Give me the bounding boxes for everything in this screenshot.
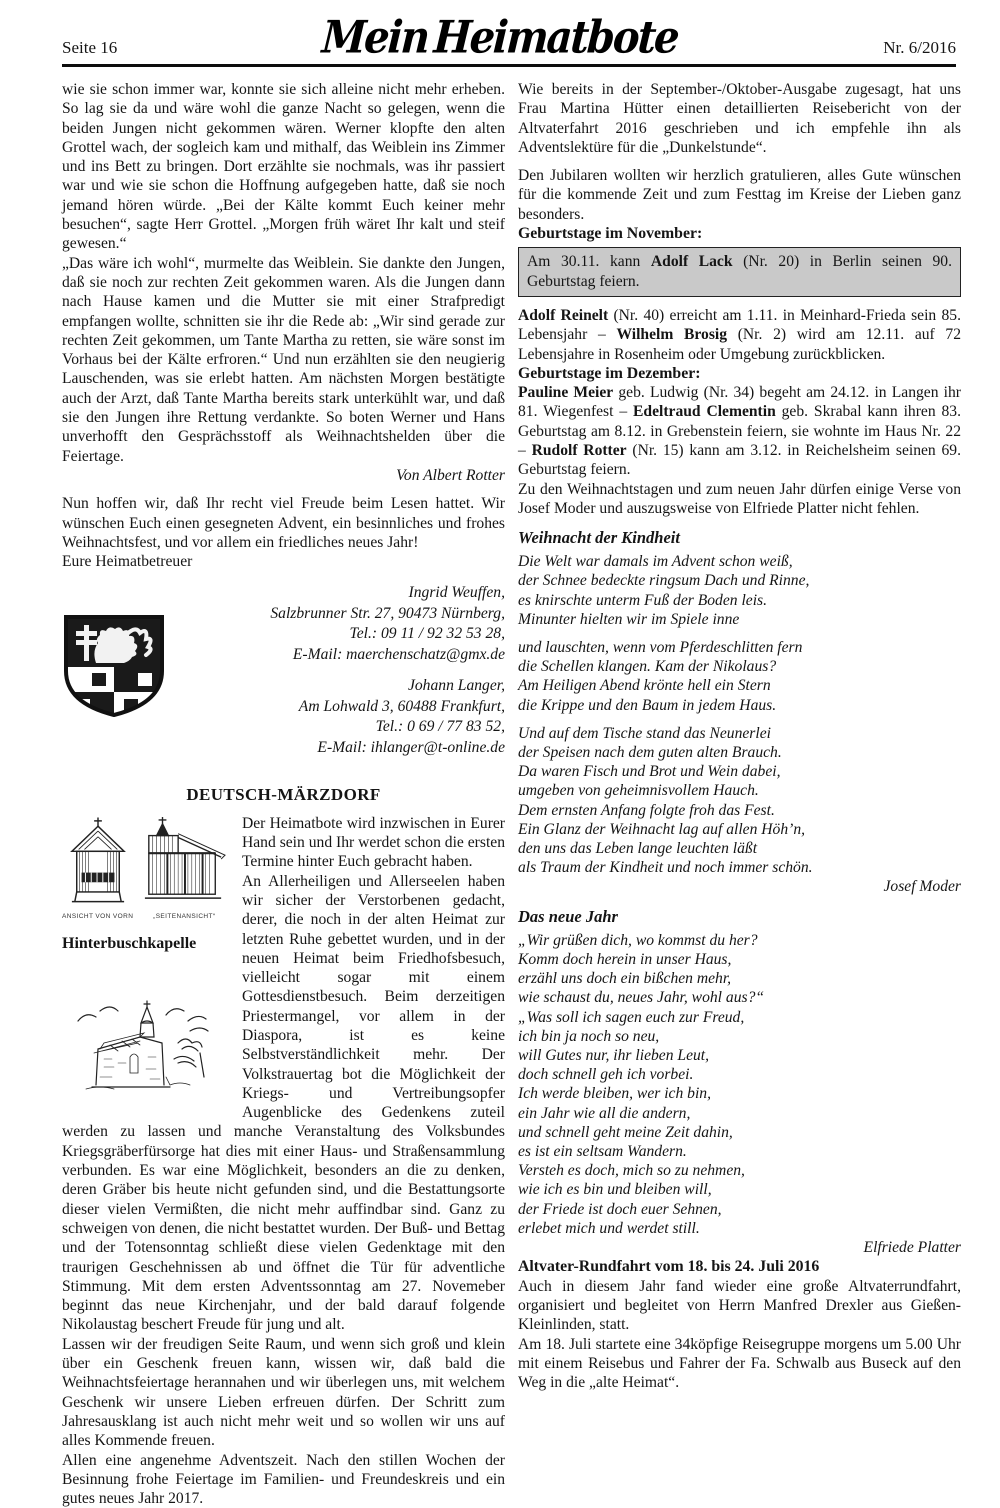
intro-paragraph: Wie bereits in der September-/Oktober-Ausgabe zugesagt, hat uns Frau Martina Hütter einen detaillierten Reisebericht von der Altvaterfahrt 2016 geschrieben und ich empfehle ihn als Adventslektüre für die „Dunkelstunde“. <box>518 81 961 156</box>
altvater-paragraph-1: Auch in diesem Jahr fand wieder eine große Altvaterrundfahrt, organisiert und begleitet von Herrn Manfred Drexler aus Gießen-Kleinlinden, statt. <box>518 1277 961 1334</box>
jubilare-paragraph: Den Jubilaren wollten wir herzlich gratulieren, alles Gute wünschen für die kommende Zeit und zum Festtag im Kreise der Lieben ganz besonders. <box>518 167 961 223</box>
birthday-highlight-box: Am 30.11. kann Adolf Lack (Nr. 20) in Berlin seinen 90. Geburtstag feiern. <box>518 247 961 297</box>
greeting-signoff: Eure Heimatbetreuer <box>62 553 193 571</box>
chapel-side-drawing <box>141 816 227 906</box>
chapel-figure <box>62 816 230 954</box>
page-number: Seite 16 <box>62 38 118 57</box>
poem2-title: Das neue Jahr <box>518 906 618 926</box>
contact-address-weuffen: Ingrid Weuffen, Salzbrunner Str. 27, 90473 Nürnberg, Tel.: 09 11 / 92 32 53 28, E-Mail: maerchenschatz@gmx.de <box>270 584 505 663</box>
issue-number: Nr. 6/2016 <box>883 38 956 57</box>
page-header <box>0 0 1000 62</box>
greeting-paragraph: Nun hoffen wir, daß Ihr recht viel Freude beim Lesen hattet. Wir wünschen Euch einen gesegneten Advent, ein besinnliches und frohes Weihnachtsfest, und vor allem ein friedliches neues Jahr! <box>62 495 505 551</box>
november-paragraph: Adolf Reinelt (Nr. 40) erreicht am 1.11. in Meinhard-Frieda sein 85. Lebensjahr – Wilhelm Brosig (Nr. 2) wird am 12.11. auf 72 Lebensjahre in Rosenheim oder Umgebung zurückblicken. <box>518 306 962 363</box>
poem1-stanza-2: und lauschten, wenn vom Pferdeschlitten fern die Schellen klangen. Kam der Nikolaus? Am Heiligen Abend krönte hell ein Stern die Krippe und den Baum in jedem Haus. <box>518 639 803 714</box>
poem1-stanza-1: Die Welt war damals im Advent schon weiß, der Schnee bedeckte ringsum Dach und Rinne, es knirschte unterm Fuß der Boden leis. Minunter hielten wir im Spiele inne <box>518 553 810 628</box>
contact-address-langer: Johann Langer, Am Lohwald 3, 60488 Frankfurt, Tel.: 0 69 / 77 83 52, E-Mail: ihlanger@t-online.de <box>298 677 505 756</box>
story-byline: Von Albert Rotter <box>396 466 505 484</box>
dm-paragraph-2: An Allerheiligen und Allerseelen haben wir sicher der Verstorbenen gedacht, derer, die noch in der alten Heimat zur letzten Ruhe gebettet wurden, und in der neuen Heimat beim Friedhofsbesuch, vielleicht sogar mit einem Gottesdienstbesuch. Beim derzeitigen Priestermangel, vor allem in der Diaspora, ist es keine Selbstverständlichkeit mehr. Der Volkstrauertag bot die Möglichkeit der Kriegs- und Vertreibungsopfer Augenblicke des Gedenkens zuteil werden zu lassen und manche Veranstaltung des Volksbundes Kriegsgräberfürsorge hat dies mit einer Haus- und Straßensammlung verbunden. Es war eine Möglichkeit, besonders an die zu denken, deren Gräber bis heute nicht gefunden sind, und die Bestattungsorte dieser vielen Vermißten, die nicht mehr auffindbar sind. Ganz zu schweigen von denen, die nicht bestattet wurden. Der Buß- und Bettag und der Totensonntag schließt diese vielen Gedenktage mit den traurigen Geschehnissen ab und öffnet die Tür für adventliche Stimmung. Mit dem ersten Adventssonntag am 27. Novemeber beginnt das neue Kirchenjahr, und der bald darauf folgende Nikolaustag beschert Freude für jung und alt. <box>62 872 505 1334</box>
section-heading-deutsch-maerzdorf: DEUTSCH-MÄRZDORF <box>186 785 381 805</box>
church-sketch-figure <box>70 993 228 1103</box>
dm-paragraph-1: Der Heimatbote wird inzwischen in Eurer Hand sein und Ihr werdet schon die ersten Termine hinter Euch gebracht haben. <box>242 814 505 871</box>
chapel-side-figure <box>141 816 227 926</box>
poem2-author: Elfriede Platter <box>863 1239 961 1257</box>
verse-intro-paragraph: Zu den Weihnachtstagen und zum neuen Jahr dürfen einige Verse von Josef Moder und auszugsweise von Elfriede Platter nicht fehlen. <box>518 480 961 517</box>
dm-paragraph-3: Lassen wir der freudigen Seite Raum, und wenn sich groß und klein über ein Geschenk freuen kann, wissen wir, daß bald die Weihnachtsfeiertage herannahen und wir überlegen uns, mit welchem Geschenk wir unsere Lieben erfreuen dürfen. Der Schritt zum Jahresausklang ist auch nicht mehr weit und so wollen wir uns auf alles Kommende freuen. <box>62 1335 505 1450</box>
masthead-title: Mein Heimatbote <box>320 11 680 64</box>
dezember-heading: Geburtstage im Dezember: <box>518 364 701 382</box>
dezember-paragraph: Pauline Meier geb. Ludwig (Nr. 34) begeht am 24.12. in Langen ihr 81. Wiegenfest – Edeltraud Clementin geb. Skrabal kann ihren 83. Geburtstag am 8.12. in Grebenstein feiern, sie wohnte im Haus Nr. 22 – Rudolf Rotter (Nr. 15) kann am 3.12. in Reichelsheim seinen 69. Geburtstag feiern. <box>518 384 961 479</box>
poem1-author: Josef Moder <box>883 878 961 896</box>
right-column <box>518 80 961 1508</box>
contact-block <box>62 583 505 769</box>
dm-paragraph-4: Allen eine angenehme Adventszeit. Nach den stillen Wochen der Besinnung frohe Feiertage im Familien- und Freundeskreis und ein gutes neues Jahr 2017. <box>62 1451 505 1508</box>
coat-of-arms-image <box>62 583 174 769</box>
altvater-paragraph-2: Am 18. Juli startete eine 34köpfige Reisegruppe morgens um 5.00 Uhr mit einem Reisebus und Fahrer der Fa. Schwalb aus Buseck auf den Weg in die „alte Heimat“. <box>518 1335 961 1392</box>
two-column-layout <box>0 67 1000 1508</box>
deutsch-maerzdorf-section <box>62 814 505 1508</box>
coat-of-arms-svg <box>62 613 166 719</box>
november-heading: Geburtstage im November: <box>518 225 703 243</box>
chapel-label: Hinterbuschkapelle <box>62 935 197 953</box>
story-paragraph-1: wie sie schon immer war, konnte sie sich alleine nicht mehr erheben. So lag sie da und wäre wohl die ganze Nacht so gelegen, wenn die beiden Jungen nicht gekommen wären. Werner klopfte den alten Grottel wach, der sogleich kam und mithalf, das Weiblein ins Zimmer und ins Bett zu bringen. Dort erzählte sie nochmals, was ihr passiert war und wie sie schon die Hoffnung aufgegeben hatte, daß sie noch jemand hören würde. „Bei der Kälte kommt Euch keiner mehr besuchen“, sagte Herr Grottel. „Morgen früh wäret Ihr kalt und steif gewesen.“ <box>62 81 505 253</box>
church-sketch-drawing <box>70 993 220 1103</box>
chapel-side-caption: „SEITENANSICHT“ <box>153 912 216 920</box>
poem1-stanza-3: Und auf dem Tische stand das Neunerlei der Speisen nach dem guten alten Brauch. Da waren Fisch und Brot und Wein dabei, umgeben von geheimnisvollem Hauch. Dem ernsten Anfang folgte froh das Fest. Ein Glanz der Weihnacht lag auf allen Höh’n, den uns das Leben lange leuchten läßt als Traum der Kindheit und noch immer schön. <box>518 724 813 877</box>
contact-addresses <box>174 583 505 769</box>
chapel-drawings-row <box>62 816 230 926</box>
poem2-lines: „Wir grüßen dich, wo kommst du her? Komm doch herein in unser Haus, erzähl uns doch ein bißchen mehr, wie schaust du, neues Jahr, wohl aus?“ „Was soll ich sagen euch zur Freud, ich bin ja noch so neu, will Gutes nur, ihr lieben Leut, doch schnell geh ich vorbei. Ich werde bleiben, wer ich bin, ein Jahr wie all die andern, und schnell geht meine Zeit dahin, es ist ein seltsam Wandern. Versteh es doch, mich so zu nehmen, wie ich es bin und bleiben will, der Friede ist doch euer Sehnen, erlebet mich und werdet still. <box>518 931 765 1237</box>
left-column <box>62 80 505 1508</box>
chapel-front-caption: ANSICHT VON VORN <box>62 912 134 920</box>
chapel-front-figure <box>62 816 133 926</box>
story-paragraph-2: „Das wäre ich wohl“, murmelte das Weiblein. Sie dankte den Jungen, daß sie noch zur rechten Zeit gekommen waren. Als die Jungen dann nach Hause kamen und die Mutter sie mit einer Strafpredigt empfangen wollte, schnitten sie ihr die Rede ab: „Wir sind gerade zur rechten Zeit gekommen, um Tante Martha zu retten, sie wäre sonst im Vorhaus bei der Kälte erfroren.“ Und nun erzählten sie den neugierig Lauschenden, was sie erlebt hatten. Am nächsten Morgen bestätigte auch der Arzt, daß Tante Martha bereits stark unterkühlt war, und daß sie den Jungen ihre Rettung verdankte. So boten Werner und Hans unverhofft den Gesprächsstoff als Weihnachtshelden über die Feiertage. <box>62 254 505 465</box>
altvater-heading: Altvater-Rundfahrt vom 18. bis 24. Juli 2016 <box>518 1258 820 1276</box>
chapel-front-drawing <box>69 816 127 906</box>
poem1-title: Weihnacht der Kindheit <box>518 528 680 548</box>
